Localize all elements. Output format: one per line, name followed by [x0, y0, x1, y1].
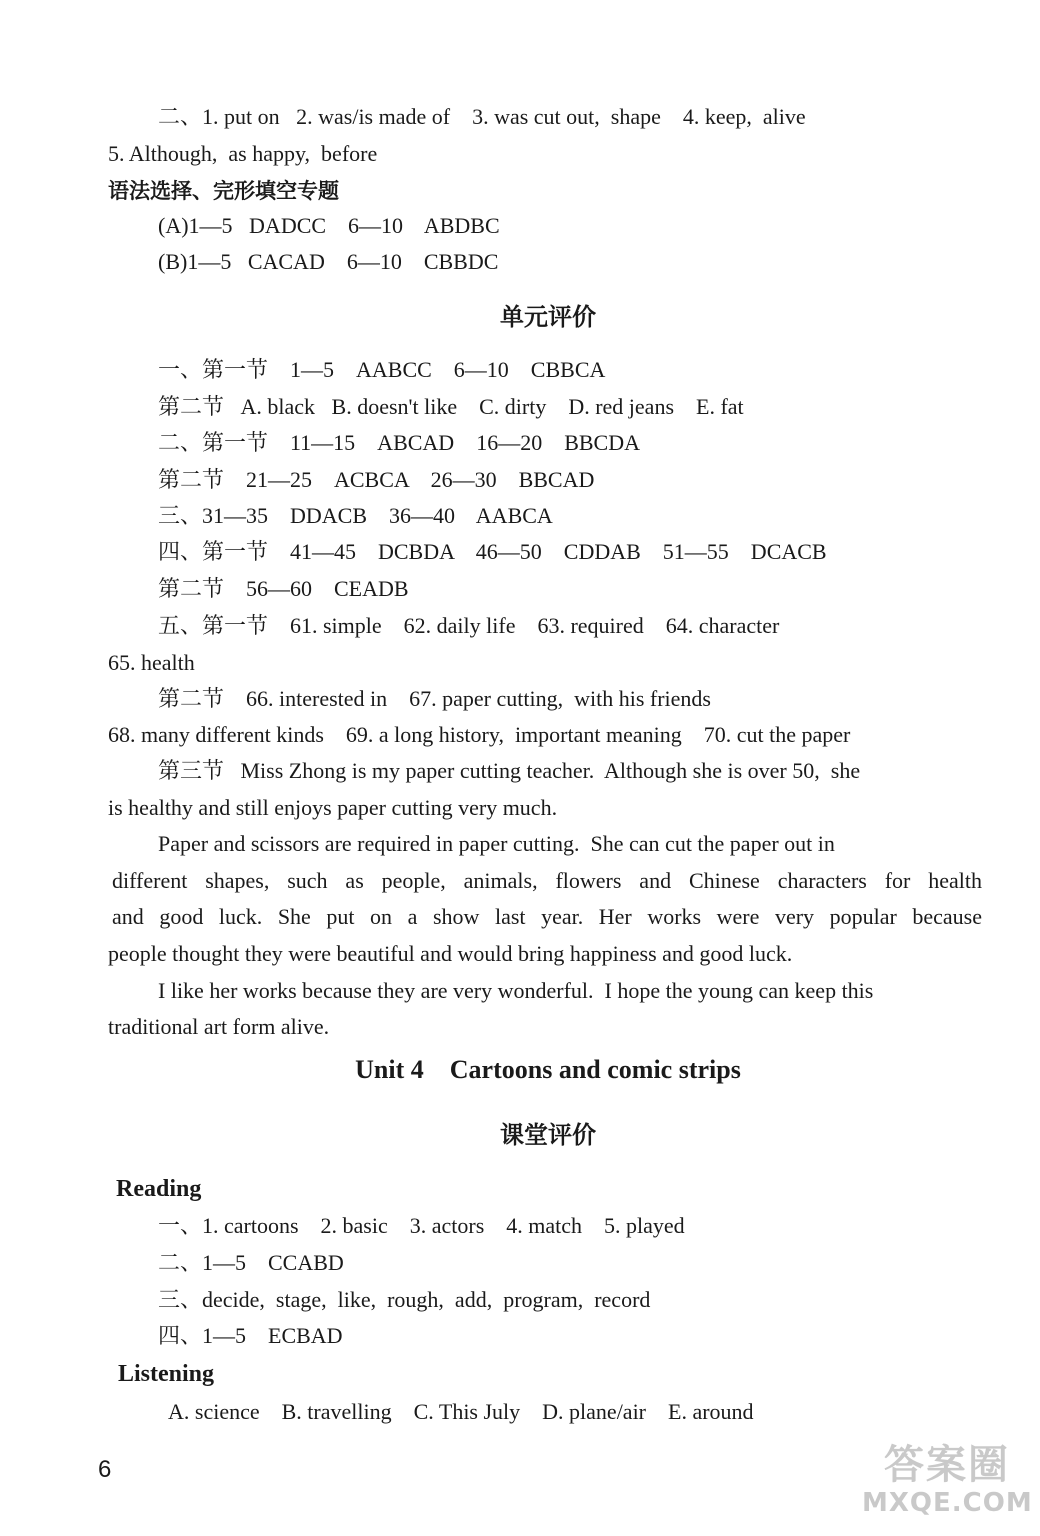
ln-10: 三、31—35 DDACB 36—40 AABCA — [158, 503, 553, 528]
page-number: 6 — [98, 1456, 112, 1483]
ln-9: 第二节 21—25 ACBCA 26—30 BBCAD — [158, 467, 595, 492]
ln-21: and good luck. She put on a show last year. Her works were very popular because — [112, 904, 982, 929]
ln-14: 65. health — [108, 650, 195, 675]
heading-class-eval: 课堂评价 — [500, 1121, 596, 1149]
ln-3: (A)1—5 DADCC 6—10 ABDBC — [158, 213, 500, 238]
ln-12: 第二节 56—60 CEADB — [158, 576, 409, 601]
ln-0: 二、1. put on 2. was/is made of 3. was cut out, shape 4. keep, alive — [158, 104, 806, 129]
ln-19: Paper and scissors are required in paper cutting. She can cut the paper out in — [158, 831, 835, 856]
heading-unit-4: Unit 4 Cartoons and comic strips — [355, 1055, 741, 1084]
ln-1: 5. Although, as happy, before — [108, 141, 378, 166]
ln-28: 一、1. cartoons 2. basic 3. actors 4. match 5. played — [158, 1213, 685, 1238]
ln-33: A. science B. travelling C. This July D. plane/air E. around — [168, 1399, 754, 1424]
ln-23: I like her works because they are very wonderful. I hope the young can keep this — [158, 978, 874, 1003]
watermark — [862, 1442, 1032, 1530]
ln-20: different shapes, such as people, animals, flowers and Chinese characters for health — [112, 868, 982, 893]
ln-17: 第三节 Miss Zhong is my paper cutting teacher. Although she is over 50, she — [158, 758, 861, 783]
watermark-top: 答案圈 — [884, 1442, 1010, 1488]
ln-29: 二、1—5 CCABD — [158, 1250, 344, 1275]
ln-16: 68. many different kinds 69. a long history, important meaning 70. cut the paper — [108, 722, 851, 747]
ln-8: 二、第一节 11—15 ABCAD 16—20 BBCDA — [158, 430, 640, 455]
ln-6: 一、第一节 1—5 AABCC 6—10 CBBCA — [158, 357, 606, 382]
ln-2: 语法选择、完形填空专题 — [108, 179, 339, 203]
ln-15: 第二节 66. interested in 67. paper cutting, with his friends — [158, 686, 711, 711]
ln-11: 四、第一节 41—45 DCBDA 46—50 CDDAB 51—55 DCACB — [158, 539, 827, 564]
heading-unit-eval: 单元评价 — [500, 303, 596, 331]
ln-30: 三、decide, stage, like, rough, add, program, record — [158, 1287, 651, 1312]
ln-13: 五、第一节 61. simple 62. daily life 63. required 64. character — [158, 613, 780, 638]
watermark-bottom: MXQE.COM — [862, 1488, 1033, 1518]
section-reading: Reading — [116, 1176, 202, 1202]
section-listening: Listening — [118, 1361, 215, 1387]
ln-7: 第二节 A. black B. doesn't like C. dirty D. red jeans E. fat — [158, 394, 744, 419]
ln-4: (B)1—5 CACAD 6—10 CBBDC — [158, 249, 499, 274]
ln-18: is healthy and still enjoys paper cutting very much. — [108, 795, 558, 820]
ln-31: 四、1—5 ECBAD — [158, 1323, 343, 1348]
ln-22: people thought they were beautiful and would bring happiness and good luck. — [108, 941, 793, 966]
ln-24: traditional art form alive. — [108, 1014, 330, 1039]
